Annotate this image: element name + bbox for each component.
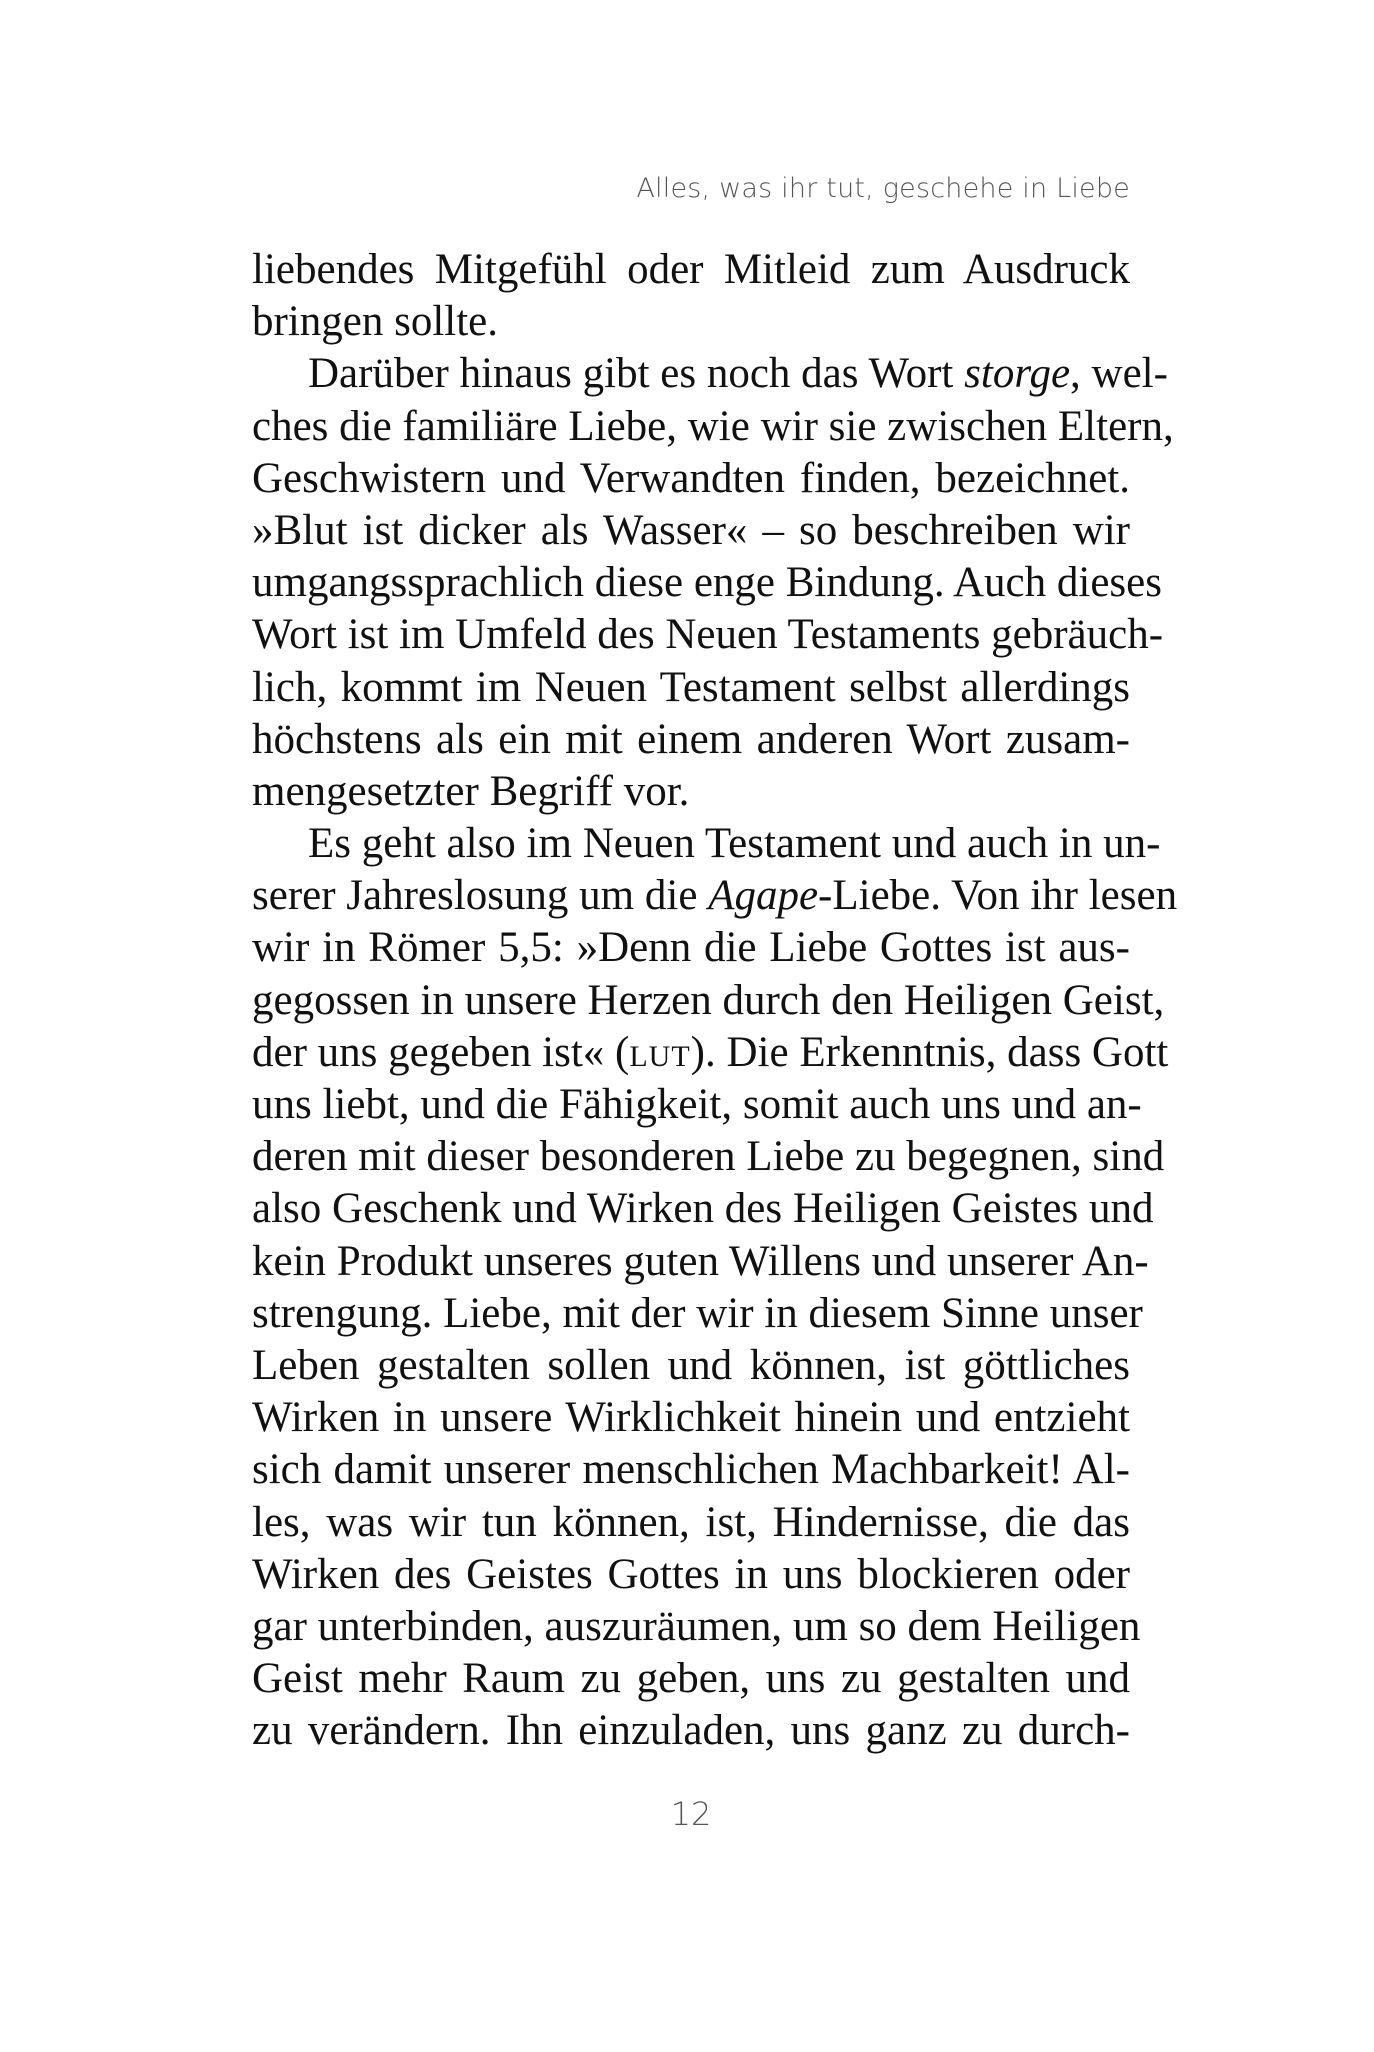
text-segment: strengung. Liebe, mit der wir in diesem Sinne unser [252,1289,1143,1337]
text-line [252,1340,1130,1392]
text-line [252,401,1174,453]
text-segment: Wort ist im Umfeld des Neuen Testaments gebräuch- [252,611,1164,659]
text-line [252,1497,1130,1549]
text-line [252,348,1168,400]
text-line [252,662,1130,714]
text-segment: ches die familiäre Liebe, wie wir sie zwischen Eltern, [252,402,1174,450]
text-segment: deren mit dieser besonderen Liebe zu begegnen, sind [252,1133,1165,1181]
text-segment: Wirken des Geistes Gottes in uns blockieren oder [252,1550,1130,1598]
text-line [252,244,1130,296]
text-segment: also Geschenk und Wirken des Heiligen Geistes und [252,1185,1154,1233]
text-line [252,1392,1130,1444]
text-line [252,1079,1142,1131]
text-line [252,818,1161,870]
text-line [252,870,1178,922]
text-line [252,453,1130,505]
text-segment: Es geht also im Neuen Testament und auch in un- [308,820,1161,868]
bible-abbreviation: lut [629,1028,691,1076]
text-line [252,975,1165,1027]
text-line [252,1653,1130,1705]
text-line [252,1131,1165,1183]
text-segment: gar unterbinden, auszuräumen, um so dem Heiligen [252,1602,1141,1650]
text-segment: Wirken in unsere Wirklichkeit hinein und entzieht [252,1394,1130,1442]
text-segment: serer Jahreslosung um die [252,872,709,920]
text-segment: »Blut ist dicker als Wasser« – so beschreiben wir [252,506,1130,554]
text-segment: -Liebe. Von ihr lesen [818,872,1178,920]
text-line [252,609,1164,661]
text-segment: zu verändern. Ihn einzuladen, uns ganz zu durch- [252,1707,1130,1755]
text-segment: liebendes Mitgefühl oder Mitleid zum Ausdruck [252,246,1130,293]
text-segment: Darüber hinaus gibt es noch das Wort [308,350,965,398]
text-line [252,1288,1143,1340]
text-line [252,557,1162,609]
text-line [252,922,1130,974]
text-segment: der uns gegeben ist« ( [252,1028,630,1076]
text-line [252,1183,1154,1235]
text-segment: Leben gestalten sollen und können, ist göttliches [252,1341,1130,1389]
text-line [252,1027,1169,1079]
body-text [252,244,1178,1757]
text-segment: sich damit unserer menschlichen Machbarkeit! Al- [252,1446,1130,1494]
text-segment: les, was wir tun können, ist, Hindernisse, die das [252,1498,1130,1546]
text-line [252,1601,1141,1653]
text-segment: wir in Römer 5,5: »Denn die Liebe Gottes ist aus- [252,924,1130,972]
italic-term: storge [964,350,1071,398]
text-segment: , wel- [1070,350,1168,398]
text-line [252,1444,1130,1496]
text-segment: höchstens als ein mit einem anderen Wort zusam- [252,715,1130,763]
text-segment: umgangssprachlich diese enge Bindung. Auch dieses [252,559,1162,607]
text-segment: uns liebt, und die Fähigkeit, somit auch uns und an- [252,1081,1142,1128]
text-segment: bringen sollte. [252,298,499,346]
running-head: Alles, was ihr tut, geschehe in Liebe [636,173,1130,204]
text-line [252,714,1130,766]
text-segment: gegossen in unsere Herzen durch den Heiligen Geist, [252,976,1165,1024]
page-number: 12 [670,1795,712,1833]
text-segment: kein Produkt unseres guten Willens und unserer An- [252,1237,1149,1285]
text-segment: mengesetzter Begriff vor. [252,767,690,815]
text-line [252,505,1130,557]
text-segment: Geist mehr Raum zu geben, uns zu gestalten und [252,1655,1130,1703]
text-line [252,1236,1149,1288]
text-segment: Geschwistern und Verwandten finden, bezeichnet. [252,454,1130,502]
text-line [252,1705,1130,1757]
italic-term: Agape [708,872,819,920]
text-line [252,1549,1130,1601]
text-segment: ). Die Erkenntnis, dass Gott [690,1028,1169,1076]
text-segment: lich, kommt im Neuen Testament selbst allerdings [252,663,1130,711]
text-line [252,766,1130,818]
text-line [252,296,1130,348]
